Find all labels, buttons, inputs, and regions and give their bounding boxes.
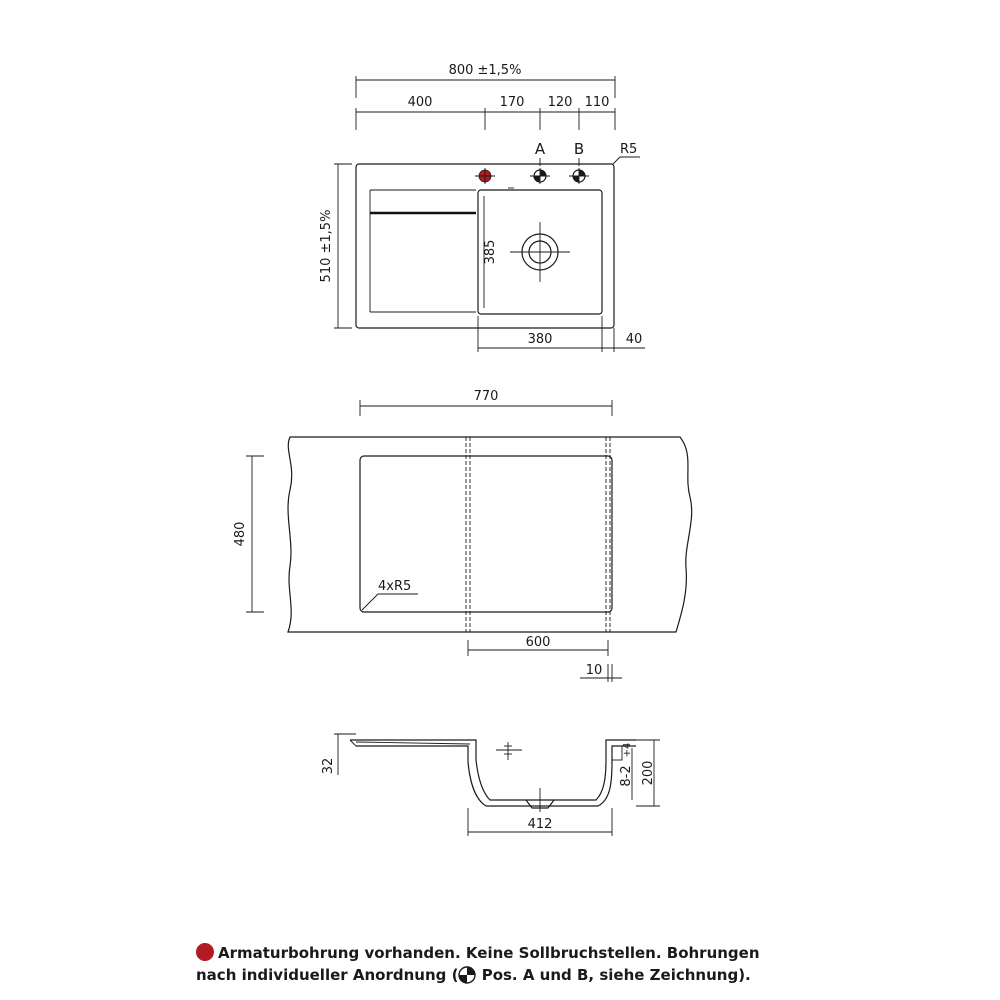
hole-a-icon — [530, 168, 550, 184]
dim-overall-width — [356, 63, 615, 98]
top-view — [319, 63, 645, 352]
label-cut-width: 770 — [473, 389, 499, 404]
label-edge-offset: 40 — [625, 332, 643, 347]
label-seg-120: 120 — [547, 95, 573, 110]
label-seg-110: 110 — [584, 95, 610, 110]
dim-segments — [356, 95, 615, 130]
label-overall-width: 800 ±1,5% — [448, 63, 522, 78]
dim-total-height — [619, 740, 660, 806]
label-seg-400: 400 — [407, 95, 433, 110]
legend-line-1 — [196, 942, 836, 964]
legend-text-1: Armaturbohrung vorhanden. Keine Sollbruchstellen. Bohrungen — [218, 944, 760, 962]
dim-overall-depth — [319, 164, 352, 328]
label-gap: 10 — [585, 663, 603, 678]
section-top-profile — [350, 740, 636, 800]
label-cut-depth: 480 — [233, 521, 248, 547]
label-bowl-cabinet: 600 — [525, 635, 551, 650]
label-tolerance-top: +4 — [622, 742, 633, 758]
dim-bowl-width — [478, 316, 645, 352]
dim-bowl-cabinet — [468, 635, 608, 656]
cutout-view — [233, 389, 692, 682]
red-dot-icon — [196, 943, 214, 961]
label-total-height: 200 — [641, 760, 656, 786]
dim-cut-depth — [233, 456, 264, 612]
dim-cut-width — [360, 389, 612, 416]
drain-icon — [510, 222, 570, 282]
worktop-outline — [288, 437, 692, 632]
dim-bowl-inner-width — [468, 808, 612, 836]
dim-gap — [580, 663, 622, 682]
position-marker-icon — [458, 966, 476, 984]
legend-text-2b: Pos. A und B, siehe Zeichnung). — [481, 966, 751, 984]
tap-hole-icon — [475, 168, 495, 184]
section-view — [321, 734, 660, 836]
label-pos-b: B — [573, 140, 585, 158]
label-corner-radius: R5 — [620, 142, 638, 157]
legend-text-2a: nach individueller Anordnung ( — [196, 966, 459, 984]
label-rim-height: 32 — [321, 757, 336, 775]
label-overall-depth: 510 ±1,5% — [319, 209, 334, 283]
legend — [196, 942, 836, 986]
section-hole-icon — [496, 742, 522, 760]
label-bowl-depth: 385 — [483, 239, 498, 265]
section-bottom-profile — [356, 746, 636, 806]
label-pos-a: A — [534, 140, 546, 158]
label-bowl-inner-width: 412 — [527, 817, 553, 832]
label-tolerance-bottom: 8-2 — [619, 765, 634, 787]
hole-b-icon — [569, 168, 589, 184]
label-seg-170: 170 — [499, 95, 525, 110]
legend-line-2 — [196, 964, 836, 986]
label-bowl-width: 380 — [527, 332, 553, 347]
label-corner-radii: 4xR5 — [378, 579, 412, 594]
